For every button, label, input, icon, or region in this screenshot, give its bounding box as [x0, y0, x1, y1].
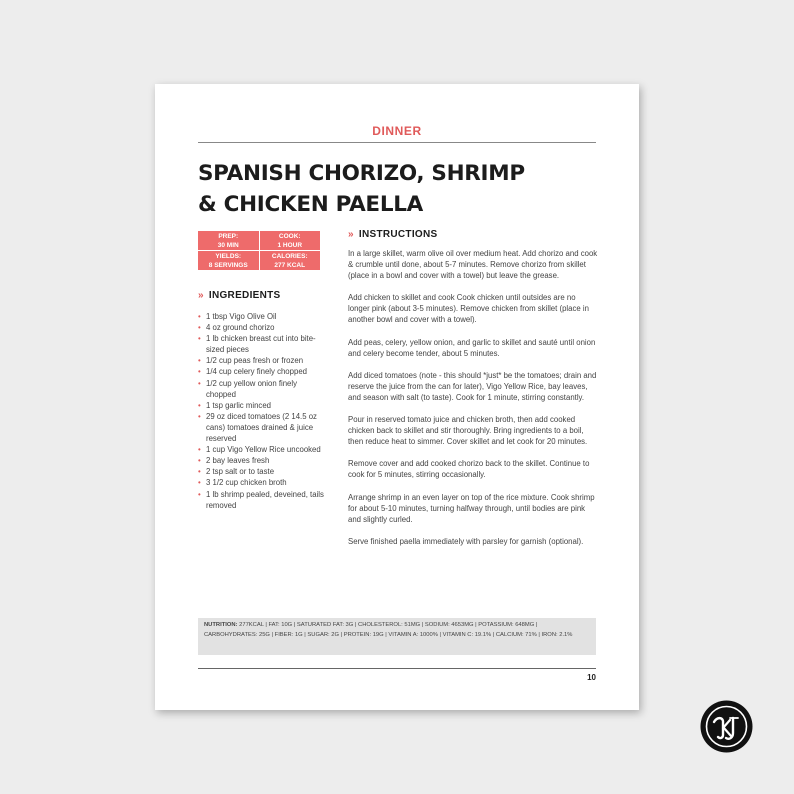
ingredients-list: [198, 311, 328, 511]
stat-prep: [198, 231, 259, 250]
recipe-page: [155, 84, 639, 710]
instruction-step: Pour in reserved tomato juice and chicken broth, then add cooked chicken back to skillet and stir thoroughly. Bring ingredients to a boil, then reduce heat to simmer. Cover skillet and let cook for 20 minutes.: [348, 415, 588, 447]
list-item: • 29 oz diced tomatoes (2 14.5 oz cans) tomatoes drained & juice reserved: [198, 411, 328, 444]
top-divider: [198, 142, 596, 143]
brand-monogram-logo: [700, 700, 753, 753]
list-item: • 2 tsp salt or to taste: [198, 466, 328, 477]
chevron-right-double-icon: »: [348, 229, 354, 240]
title-line-2: & CHICKEN PAELLA: [198, 192, 423, 217]
title-line-1: SPANISH CHORIZO, SHRIMP: [198, 161, 525, 186]
instruction-step: Serve finished paella immediately with parsley for garnish (optional).: [348, 536, 584, 546]
stat-calories: [260, 251, 321, 270]
section-label: DINNER: [372, 124, 422, 138]
stat-value: 1 HOUR: [277, 241, 303, 249]
stat-value: 8 SERVINGS: [208, 261, 248, 269]
instruction-step: Add diced tomatoes (note - this should *just* be the tomatoes; drain and reserve the juice from the can for later), Vigo Yellow Rice, bay leaves, and season with salt (to taste). Cook for 1 minute, stirring constantly.: [348, 370, 597, 402]
list-item: • 1/2 cup peas fresh or frozen: [198, 355, 328, 366]
recipe-title: [198, 158, 598, 220]
ingredients-heading: [198, 290, 281, 301]
instruction-step: Arrange shrimp in an even layer on top of the rice mixture. Cook shrimp for about 5-10 minutes, turning halfway through, until bodies are pink and slightly curled.: [348, 492, 595, 524]
list-item: • 1/2 cup yellow onion finely chopped: [198, 378, 328, 400]
instruction-step: In a large skillet, warm olive oil over medium heat. Add chorizo and cook & crumble until done, about 5-7 minutes. Remove chorizo from skillet (place in a bowl and cover with a towel) but leave the grease.: [348, 249, 598, 281]
stat-label: YIELDS:: [215, 253, 242, 260]
instructions-heading: [348, 229, 437, 240]
bottom-divider: [198, 668, 596, 669]
nutrition-facts-box: [198, 618, 596, 655]
instruction-step: Add peas, celery, yellow onion, and garlic to skillet and sauté until onion and celery become tender, about 5 minutes.: [348, 337, 596, 358]
recipe-stats-grid: [198, 231, 320, 270]
list-item: • 1 tbsp Vigo Olive Oil: [198, 311, 328, 322]
stat-yields: [198, 251, 259, 270]
stat-value: 30 MIN: [217, 241, 239, 249]
list-item: • 4 oz ground chorizo: [198, 322, 328, 333]
page-number: 10: [587, 673, 596, 682]
instructions-body: [348, 248, 598, 558]
ingredients-heading-text: INGREDIENTS: [208, 290, 281, 301]
list-item: • 1/4 cup celery finely chopped: [198, 366, 328, 377]
nutrition-text: 277KCAL | FAT: 10G | SATURATED FAT: 3G | CHOLESTEROL: 51MG | SODIUM: 4653MG | POTASSIUM: 648MG | CARBOHYDRATES: 25G | FIBER: 1G | SUGAR: 2G | PROTEIN: 19G | VITAMIN A: 1000% | VITAMIN C: 19.1% | CALCIUM: 71% | IRON: 2.1%: [204, 622, 573, 638]
chevron-right-double-icon: »: [198, 290, 204, 301]
stat-cook: [260, 231, 321, 250]
list-item: • 1 tsp garlic minced: [198, 400, 328, 411]
stat-label: CALORIES:: [271, 253, 308, 260]
list-item: • 3 1/2 cup chicken broth: [198, 477, 328, 488]
list-item: • 1 lb chicken breast cut into bite-sized pieces: [198, 333, 328, 355]
nutrition-label: NUTRITION:: [204, 622, 238, 628]
stat-value: 277 KCAL: [274, 261, 306, 269]
list-item: • 1 lb shrimp pealed, deveined, tails removed: [198, 489, 328, 511]
stat-label: COOK:: [278, 233, 301, 240]
list-item: • 2 bay leaves fresh: [198, 455, 328, 466]
list-item: • 1 cup Vigo Yellow Rice uncooked: [198, 444, 328, 455]
instruction-step: Add chicken to skillet and cook Cook chicken until outsides are no longer pink (about 3-5 minutes). Remove chicken from skillet (place in another bowl and cover with a towel).: [348, 293, 589, 325]
instructions-heading-text: INSTRUCTIONS: [358, 229, 438, 240]
instruction-step: Remove cover and add cooked chorizo back to the skillet. Continue to cook for 5 minutes, stirring occasionally.: [348, 459, 590, 480]
stat-label: PREP:: [218, 233, 239, 240]
